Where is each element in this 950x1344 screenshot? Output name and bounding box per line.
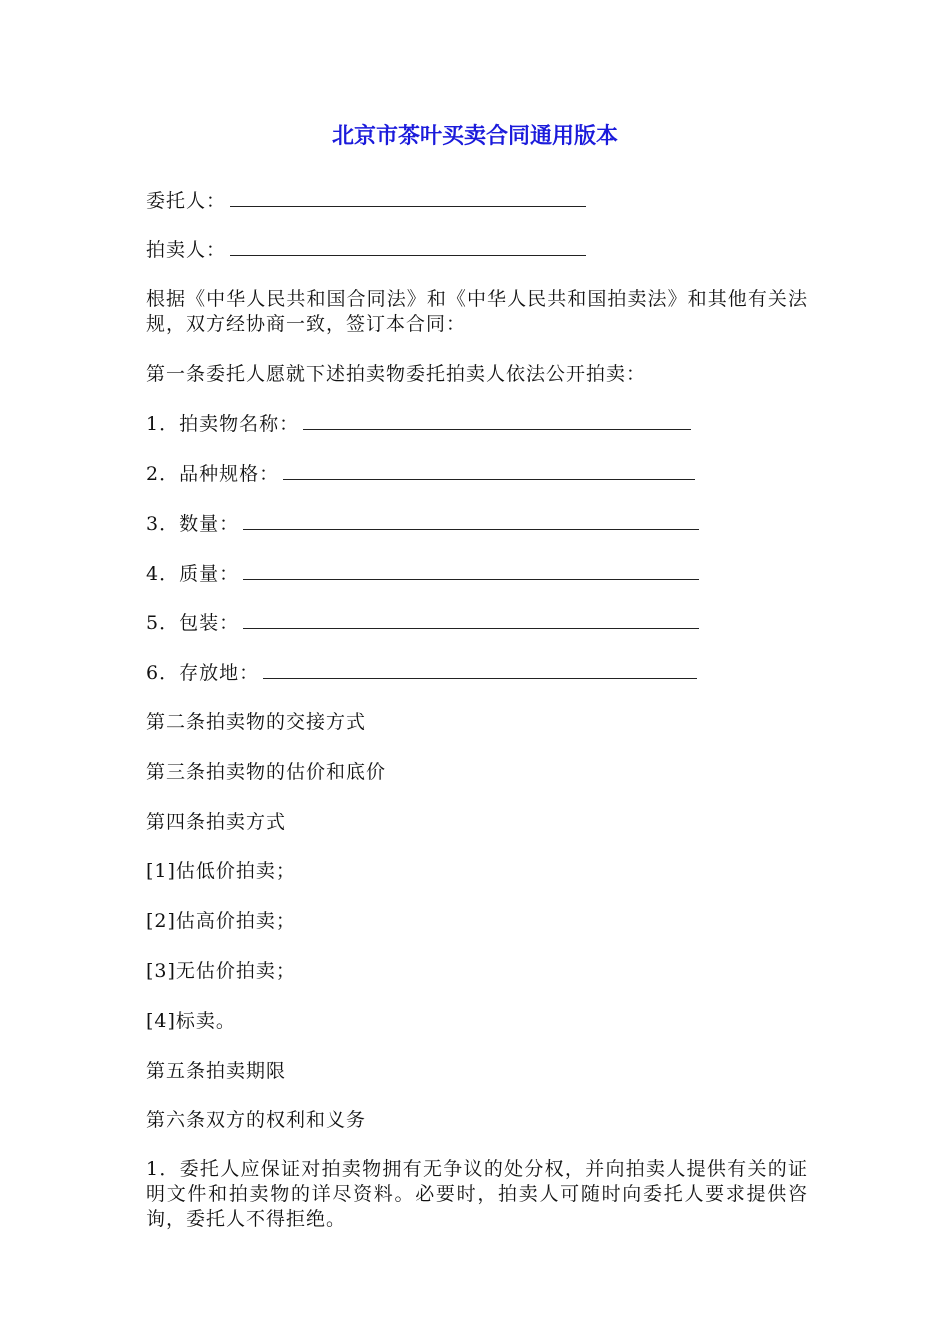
article-6: 第六条双方的权利和义务 — [146, 1109, 367, 1131]
auctioneer-field — [146, 237, 586, 263]
consignor-label: 委托人： — [146, 190, 227, 212]
item-quality-field — [146, 561, 699, 587]
item-packaging-label: 5．包装： — [146, 612, 240, 634]
method-item: [4]标卖。 — [146, 1010, 236, 1032]
document-title: 北京市茶叶买卖合同通用版本 — [331, 124, 618, 149]
article-1: 第一条委托人愿就下述拍卖物委托拍卖人依法公开拍卖： — [146, 363, 647, 385]
item-name-blank[interactable] — [303, 411, 691, 430]
item-name-label: 1．拍卖物名称： — [146, 413, 300, 435]
item-spec-blank[interactable] — [283, 461, 695, 480]
item-spec-field — [146, 461, 695, 487]
item-packaging-blank[interactable] — [243, 610, 699, 629]
method-item: [2]估高价拍卖； — [146, 910, 296, 932]
method-item: [1]估低价拍卖； — [146, 860, 296, 882]
clause-1-paragraph: 1．委托人应保证对拍卖物拥有无争议的处分权，并向拍卖人提供有关的证明文件和拍卖物的详尽资料。必要时，拍卖人可随时向委托人要求提供咨询，委托人不得拒绝。 — [146, 1158, 808, 1230]
article-5: 第五条拍卖期限 — [146, 1060, 287, 1082]
item-quantity-label: 3．数量： — [146, 513, 240, 535]
item-storage-field — [146, 660, 697, 686]
article-2: 第二条拍卖物的交接方式 — [146, 711, 367, 733]
item-quantity-field — [146, 511, 699, 537]
article-3: 第三条拍卖物的估价和底价 — [146, 761, 387, 783]
auctioneer-blank[interactable] — [230, 237, 586, 256]
item-quality-label: 4．质量： — [146, 563, 240, 585]
consignor-blank[interactable] — [230, 188, 586, 207]
item-storage-blank[interactable] — [263, 660, 697, 679]
method-item: [3]无估价拍卖； — [146, 960, 296, 982]
item-quantity-blank[interactable] — [243, 511, 699, 530]
auctioneer-label: 拍卖人： — [146, 239, 227, 261]
consignor-field — [146, 188, 586, 214]
item-storage-label: 6．存放地： — [146, 662, 260, 684]
intro-paragraph: 根据《中华人民共和国合同法》和《中华人民共和国拍卖法》和其他有关法规，双方经协商一致，签订本合同： — [146, 288, 808, 335]
article-4: 第四条拍卖方式 — [146, 811, 287, 833]
item-spec-label: 2．品种规格： — [146, 463, 280, 485]
item-packaging-field — [146, 610, 699, 636]
item-name-field — [146, 411, 691, 437]
item-quality-blank[interactable] — [243, 561, 699, 580]
